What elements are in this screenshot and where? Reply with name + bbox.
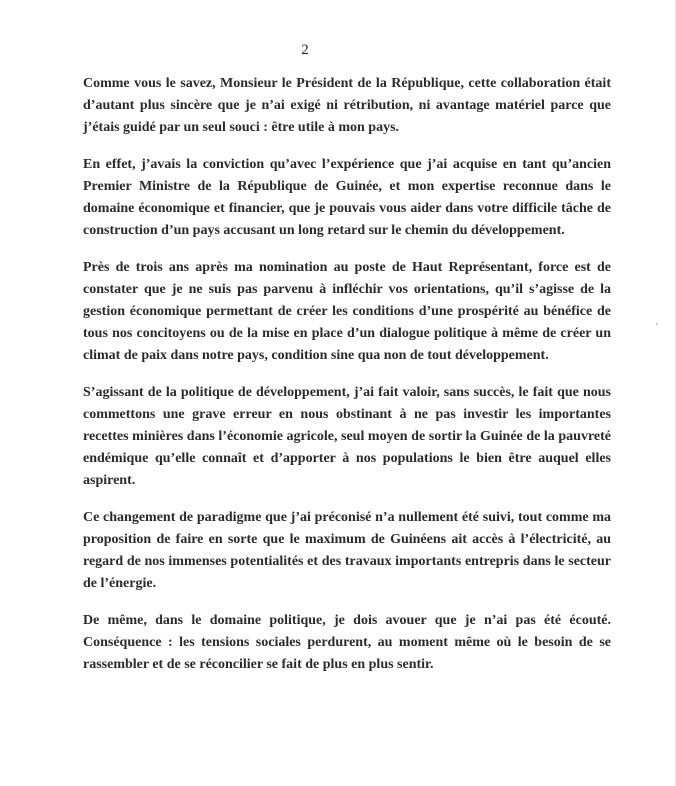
paragraph-political-domain: De même, dans le domaine politique, je dois avouer que je n’ai pas été écouté. Conséquence : les tensions sociales perdurent, au moment même où le besoin de se rassembler et de se réconcilier se fait de plus en plus sentir. [83,613,611,672]
paragraph-development-policy: S’agissant de la politique de développement, j’ai fait valoir, sans succès, le fait que nous commettons une grave erreur en nous obstinant à ne pas investir les importantes recettes minières dans l’économie agricole, seul moyen de sortir la Guinée de la pauvreté endémique qu’elle connaît et d’apporter à nos populations le bien être auquel elles aspirent. [83,385,611,488]
scan-speck [656,323,658,325]
paragraph-conviction: En effet, j’avais la conviction qu’avec l’expérience que j’ai acquise en tant qu’ancien Premier Ministre de la République de Guinée, et mon expertise reconnue dans le domaine économique et financier, que je pouvais vous aider dans votre difficile tâche de construction d’un pays accusant un long retard sur le chemin du développement. [83,157,611,238]
paragraph-nomination: Près de trois ans après ma nomination au poste de Haut Représentant, force est de constater que je ne suis pas parvenu à infléchir vos orientations, qu’il s’agisse de la gestion économique permettant de créer les conditions d’une prospérité au bénéfice de tous nos concitoyens ou de la mise en place d’un dialogue politique à même de créer un climat de paix dans notre pays, condition sine qua non de tout développement. [83,260,611,363]
letter-body [83,73,611,676]
paragraph-paradigm-change: Ce changement de paradigme que j’ai préconisé n’a nullement été suivi, tout comme ma proposition de faire en sorte que le maximum de Guinéens ait accès à l’électricité, au regard de nos immenses potentialités et des travaux importants entrepris dans le secteur de l’énergie. [83,510,611,591]
page-number: 2 [301,42,309,58]
paragraph-collaboration: Comme vous le savez, Monsieur le Président de la République, cette collaboration était d’autant plus sincère que je n’ai exigé ni rétribution, ni avantage matériel parce que j’étais guidé par un seul souci : être utile à mon pays. [83,76,611,135]
